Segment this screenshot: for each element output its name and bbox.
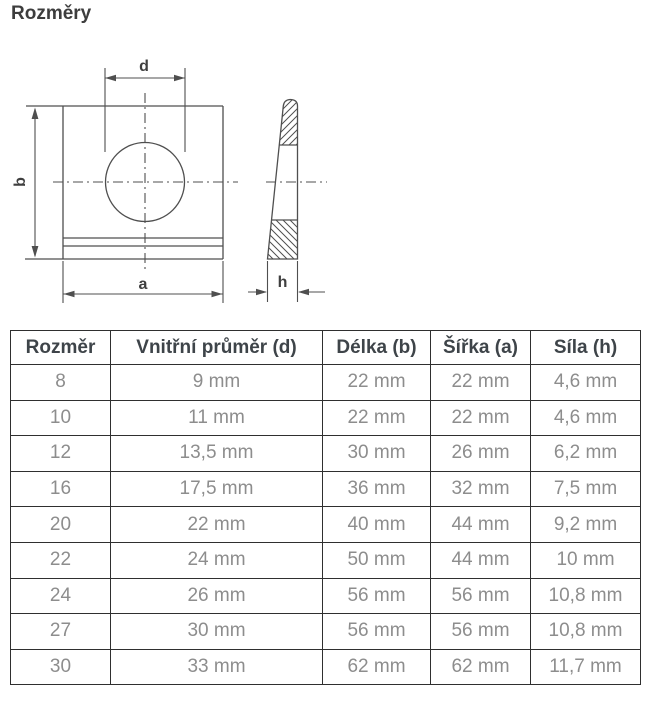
dimension-h [248,261,325,302]
table-cell: 30 mm [111,614,323,650]
table-cell: 62 mm [323,649,431,685]
table-cell: 10 [11,400,111,436]
bottom-hatch-area [268,220,298,259]
table-cell: 11,7 mm [531,649,641,685]
table-row [11,578,641,614]
table-cell: 26 mm [431,436,531,472]
dimension-label-b: b [12,177,29,187]
table-cell: 33 mm [111,649,323,685]
dimension-label-h: h [277,274,288,291]
table-row [11,507,641,543]
table-row [11,614,641,650]
column-header-rozmer: Rozměr [11,331,111,365]
table-cell: 24 mm [111,542,323,578]
table-cell: 4,6 mm [531,365,641,401]
table-row [11,436,641,472]
table-cell: 44 mm [431,507,531,543]
table-row [11,542,641,578]
table-cell: 24 [11,578,111,614]
table-cell: 22 mm [431,400,531,436]
table-cell: 27 [11,614,111,650]
dimensions-table [10,330,641,685]
table-cell: 6,2 mm [531,436,641,472]
column-header-sila: Síla (h) [531,331,641,365]
table-cell: 9,2 mm [531,507,641,543]
table-cell: 36 mm [323,471,431,507]
table-row [11,365,641,401]
dimension-label-a: a [138,276,148,293]
table-row [11,471,641,507]
table-cell: 20 [11,507,111,543]
table-cell: 56 mm [323,614,431,650]
column-header-delka: Délka (b) [323,331,431,365]
table-cell: 30 [11,649,111,685]
table-cell: 17,5 mm [111,471,323,507]
table-cell: 50 mm [323,542,431,578]
table-cell: 12 [11,436,111,472]
dimension-a [63,261,223,303]
table-cell: 22 mm [323,400,431,436]
table-cell: 56 mm [431,614,531,650]
table-cell: 7,5 mm [531,471,641,507]
column-header-sirka: Šířka (a) [431,331,531,365]
table-cell: 44 mm [431,542,531,578]
table-cell: 10,8 mm [531,578,641,614]
dimension-label-d: d [139,58,149,75]
table-cell: 22 [11,542,111,578]
table-cell: 22 mm [431,365,531,401]
table-cell: 62 mm [431,649,531,685]
table-cell: 30 mm [323,436,431,472]
table-cell: 10 mm [531,542,641,578]
table-cell: 56 mm [323,578,431,614]
table-cell: 22 mm [323,365,431,401]
table-cell: 22 mm [111,507,323,543]
side-view-drawing [248,100,327,303]
table-cell: 26 mm [111,578,323,614]
table-cell: 32 mm [431,471,531,507]
technical-drawing [0,40,340,312]
front-view-drawing [12,58,238,303]
table-cell: 9 mm [111,365,323,401]
table-cell: 4,6 mm [531,400,641,436]
table-row [11,649,641,685]
table-cell: 13,5 mm [111,436,323,472]
table-cell: 10,8 mm [531,614,641,650]
column-header-vnitrni-prumer: Vnitřní průměr (d) [111,331,323,365]
table-cell: 8 [11,365,111,401]
table-row [11,400,641,436]
table-cell: 56 mm [431,578,531,614]
page-title: Rozměry [11,3,92,24]
table-cell: 11 mm [111,400,323,436]
table-cell: 16 [11,471,111,507]
table-cell: 40 mm [323,507,431,543]
dimension-b [12,108,38,258]
table-header-row [11,331,641,365]
